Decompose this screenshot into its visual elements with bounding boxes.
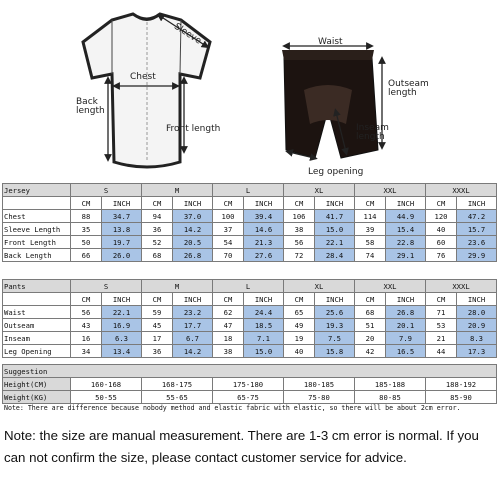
size-l-header: L [213,280,284,293]
unit-cm: CM [284,197,315,210]
inch-value-cell: 7.1 [244,332,284,345]
row-label: Height(CM) [3,378,71,391]
inch-value-cell: 29.1 [386,249,426,262]
cm-value-cell: 16 [71,332,102,345]
table-row [3,223,497,236]
unit-inch: INCH [244,293,284,306]
suggestion-value-cell: 175-180 [213,378,284,391]
cm-value-cell: 54 [213,236,244,249]
size-s-header: S [71,184,142,197]
inch-value-cell: 20.5 [173,236,213,249]
table-row [3,210,497,223]
inch-value-cell: 16.9 [102,319,142,332]
inch-value-cell: 16.5 [386,345,426,358]
inch-value-cell: 17.3 [457,345,497,358]
inch-value-cell: 37.0 [173,210,213,223]
suggestion-value-cell: 55-65 [142,391,213,404]
unit-inch: INCH [244,197,284,210]
unit-cm: CM [213,197,244,210]
cm-value-cell: 59 [142,306,173,319]
table-row [3,236,497,249]
inch-value-cell: 8.3 [457,332,497,345]
suggestion-value-cell: 75-80 [284,391,355,404]
unit-cm: CM [213,293,244,306]
unit-inch: INCH [386,197,426,210]
inch-value-cell: 22.8 [386,236,426,249]
cm-value-cell: 68 [355,306,386,319]
inch-value-cell: 26.0 [102,249,142,262]
pants-title: Pants [3,280,71,293]
cm-value-cell: 72 [284,249,315,262]
jersey-size-header-row [3,184,497,197]
inch-value-cell: 17.7 [173,319,213,332]
row-label: Back Length [3,249,71,262]
inch-value-cell: 15.7 [457,223,497,236]
cm-value-cell: 20 [355,332,386,345]
cm-value-cell: 45 [142,319,173,332]
inch-value-cell: 41.7 [315,210,355,223]
cm-value-cell: 56 [284,236,315,249]
unit-cm: CM [426,293,457,306]
row-label: Inseam [3,332,71,345]
unit-inch: INCH [102,293,142,306]
cm-value-cell: 44 [426,345,457,358]
size-xl-header: XL [284,280,355,293]
unit-cm: CM [355,293,386,306]
cm-value-cell: 34 [71,345,102,358]
cm-value-cell: 51 [355,319,386,332]
unit-cm: CM [426,197,457,210]
cm-value-cell: 19 [284,332,315,345]
inch-value-cell: 24.4 [244,306,284,319]
cm-value-cell: 71 [426,306,457,319]
size-l-header: L [213,184,284,197]
unit-cm: CM [284,293,315,306]
inch-value-cell: 28.0 [457,306,497,319]
suggestion-value-cell: 185-188 [355,378,426,391]
cm-value-cell: 70 [213,249,244,262]
table-row [3,378,497,391]
table-row [3,306,497,319]
inch-value-cell: 22.1 [315,236,355,249]
suggestion-value-cell: 188-192 [426,378,497,391]
cm-value-cell: 68 [142,249,173,262]
cm-value-cell: 114 [355,210,386,223]
cm-value-cell: 47 [213,319,244,332]
inch-value-cell: 39.4 [244,210,284,223]
cm-value-cell: 38 [213,345,244,358]
inch-value-cell: 7.9 [386,332,426,345]
cm-value-cell: 76 [426,249,457,262]
inch-value-cell: 28.4 [315,249,355,262]
cm-value-cell: 35 [71,223,102,236]
inch-value-cell: 19.3 [315,319,355,332]
suggestion-value-cell: 160-168 [71,378,142,391]
table-row [3,345,497,358]
cm-value-cell: 43 [71,319,102,332]
row-label: Chest [3,210,71,223]
table-row [3,319,497,332]
row-label: Front Length [3,236,71,249]
cm-value-cell: 88 [71,210,102,223]
table-row [3,332,497,345]
inch-value-cell: 34.7 [102,210,142,223]
inch-value-cell: 26.8 [173,249,213,262]
cm-value-cell: 40 [426,223,457,236]
suggestion-table [2,364,497,404]
outseam-label: Outseam length [388,79,429,99]
cm-value-cell: 52 [142,236,173,249]
pants-unit-row [3,293,497,306]
inch-value-cell: 14.2 [173,345,213,358]
cm-value-cell: 21 [426,332,457,345]
inch-value-cell: 15.0 [244,345,284,358]
inch-value-cell: 6.7 [173,332,213,345]
cm-value-cell: 17 [142,332,173,345]
cm-value-cell: 36 [142,223,173,236]
cm-value-cell: 40 [284,345,315,358]
unit-inch: INCH [457,293,497,306]
cm-value-cell: 62 [213,306,244,319]
suggestion-value-cell: 180-185 [284,378,355,391]
cm-value-cell: 38 [284,223,315,236]
inseam-label: Inseam length [356,123,389,143]
unit-inch: INCH [173,197,213,210]
inch-value-cell: 20.9 [457,319,497,332]
cm-value-cell: 56 [71,306,102,319]
cm-value-cell: 58 [355,236,386,249]
size-xl-header: XL [284,184,355,197]
cm-value-cell: 74 [355,249,386,262]
inch-value-cell: 44.9 [386,210,426,223]
measurement-note: Note: the size are manual measurement. There are 1-3 cm error is normal. If you can not confirm the size, please contact customer service for advice. [4,428,479,465]
cm-value-cell: 39 [355,223,386,236]
size-xxxl-header: XXXL [426,280,497,293]
jersey-size-table [2,183,497,262]
row-label: Leg Opening [3,345,71,358]
suggestion-title: Suggestion [3,365,497,378]
empty-cell [3,293,71,306]
cm-value-cell: 18 [213,332,244,345]
sleeve-label: Sleeve [172,21,203,47]
inch-value-cell: 15.8 [315,345,355,358]
size-m-header: M [142,184,213,197]
cm-value-cell: 53 [426,319,457,332]
row-label: Waist [3,306,71,319]
inch-value-cell: 15.4 [386,223,426,236]
unit-cm: CM [142,293,173,306]
unit-inch: INCH [315,197,355,210]
inch-value-cell: 18.5 [244,319,284,332]
inch-value-cell: 20.1 [386,319,426,332]
table-row [3,249,497,262]
inch-value-cell: 47.2 [457,210,497,223]
cm-value-cell: 49 [284,319,315,332]
cm-value-cell: 42 [355,345,386,358]
cm-value-cell: 37 [213,223,244,236]
pants-size-table [2,279,497,358]
inch-value-cell: 23.6 [457,236,497,249]
inch-value-cell: 23.2 [173,306,213,319]
inch-value-cell: 26.8 [386,306,426,319]
leg-opening-label: Leg opening [308,167,364,177]
suggestion-value-cell: 50-55 [71,391,142,404]
row-label: Weight(KG) [3,391,71,404]
suggestion-value-cell: 65-75 [213,391,284,404]
suggestion-value-cell: 80-85 [355,391,426,404]
inch-value-cell: 25.6 [315,306,355,319]
cm-value-cell: 50 [71,236,102,249]
inch-value-cell: 14.2 [173,223,213,236]
front-length-label: Front length [166,124,221,134]
inch-value-cell: 13.4 [102,345,142,358]
inch-value-cell: 22.1 [102,306,142,319]
elastic-fabric-note: Note: There are difference because nobody method and elastic fabric with elastic, so there will be about 2cm error. [4,404,461,412]
inch-value-cell: 14.6 [244,223,284,236]
cm-value-cell: 60 [426,236,457,249]
unit-cm: CM [355,197,386,210]
unit-inch: INCH [173,293,213,306]
unit-inch: INCH [102,197,142,210]
cm-value-cell: 120 [426,210,457,223]
inch-value-cell: 15.0 [315,223,355,236]
row-label: Sleeve Length [3,223,71,236]
inch-value-cell: 27.6 [244,249,284,262]
cm-value-cell: 36 [142,345,173,358]
row-label: Outseam [3,319,71,332]
inch-value-cell: 21.3 [244,236,284,249]
inch-value-cell: 29.9 [457,249,497,262]
size-m-header: M [142,280,213,293]
unit-inch: INCH [457,197,497,210]
jersey-unit-row [3,197,497,210]
unit-cm: CM [71,293,102,306]
size-xxl-header: XXL [355,184,426,197]
inch-value-cell: 13.8 [102,223,142,236]
suggestion-value-cell: 85-90 [426,391,497,404]
size-diagram [0,0,500,182]
cm-value-cell: 65 [284,306,315,319]
inch-value-cell: 6.3 [102,332,142,345]
suggestion-value-cell: 168-175 [142,378,213,391]
unit-cm: CM [71,197,102,210]
unit-inch: INCH [315,293,355,306]
chest-label: Chest [130,72,156,82]
empty-cell [3,197,71,210]
jersey-title: Jersey [3,184,71,197]
back-length-label: Back length [76,97,105,117]
unit-cm: CM [142,197,173,210]
size-s-header: S [71,280,142,293]
cm-value-cell: 66 [71,249,102,262]
inch-value-cell: 7.5 [315,332,355,345]
waist-label: Waist [318,37,343,47]
cm-value-cell: 94 [142,210,173,223]
size-xxxl-header: XXXL [426,184,497,197]
suggestion-header-row [3,365,497,378]
pants-size-header-row [3,280,497,293]
cm-value-cell: 106 [284,210,315,223]
inch-value-cell: 19.7 [102,236,142,249]
cm-value-cell: 100 [213,210,244,223]
unit-inch: INCH [386,293,426,306]
table-row [3,391,497,404]
size-xxl-header: XXL [355,280,426,293]
